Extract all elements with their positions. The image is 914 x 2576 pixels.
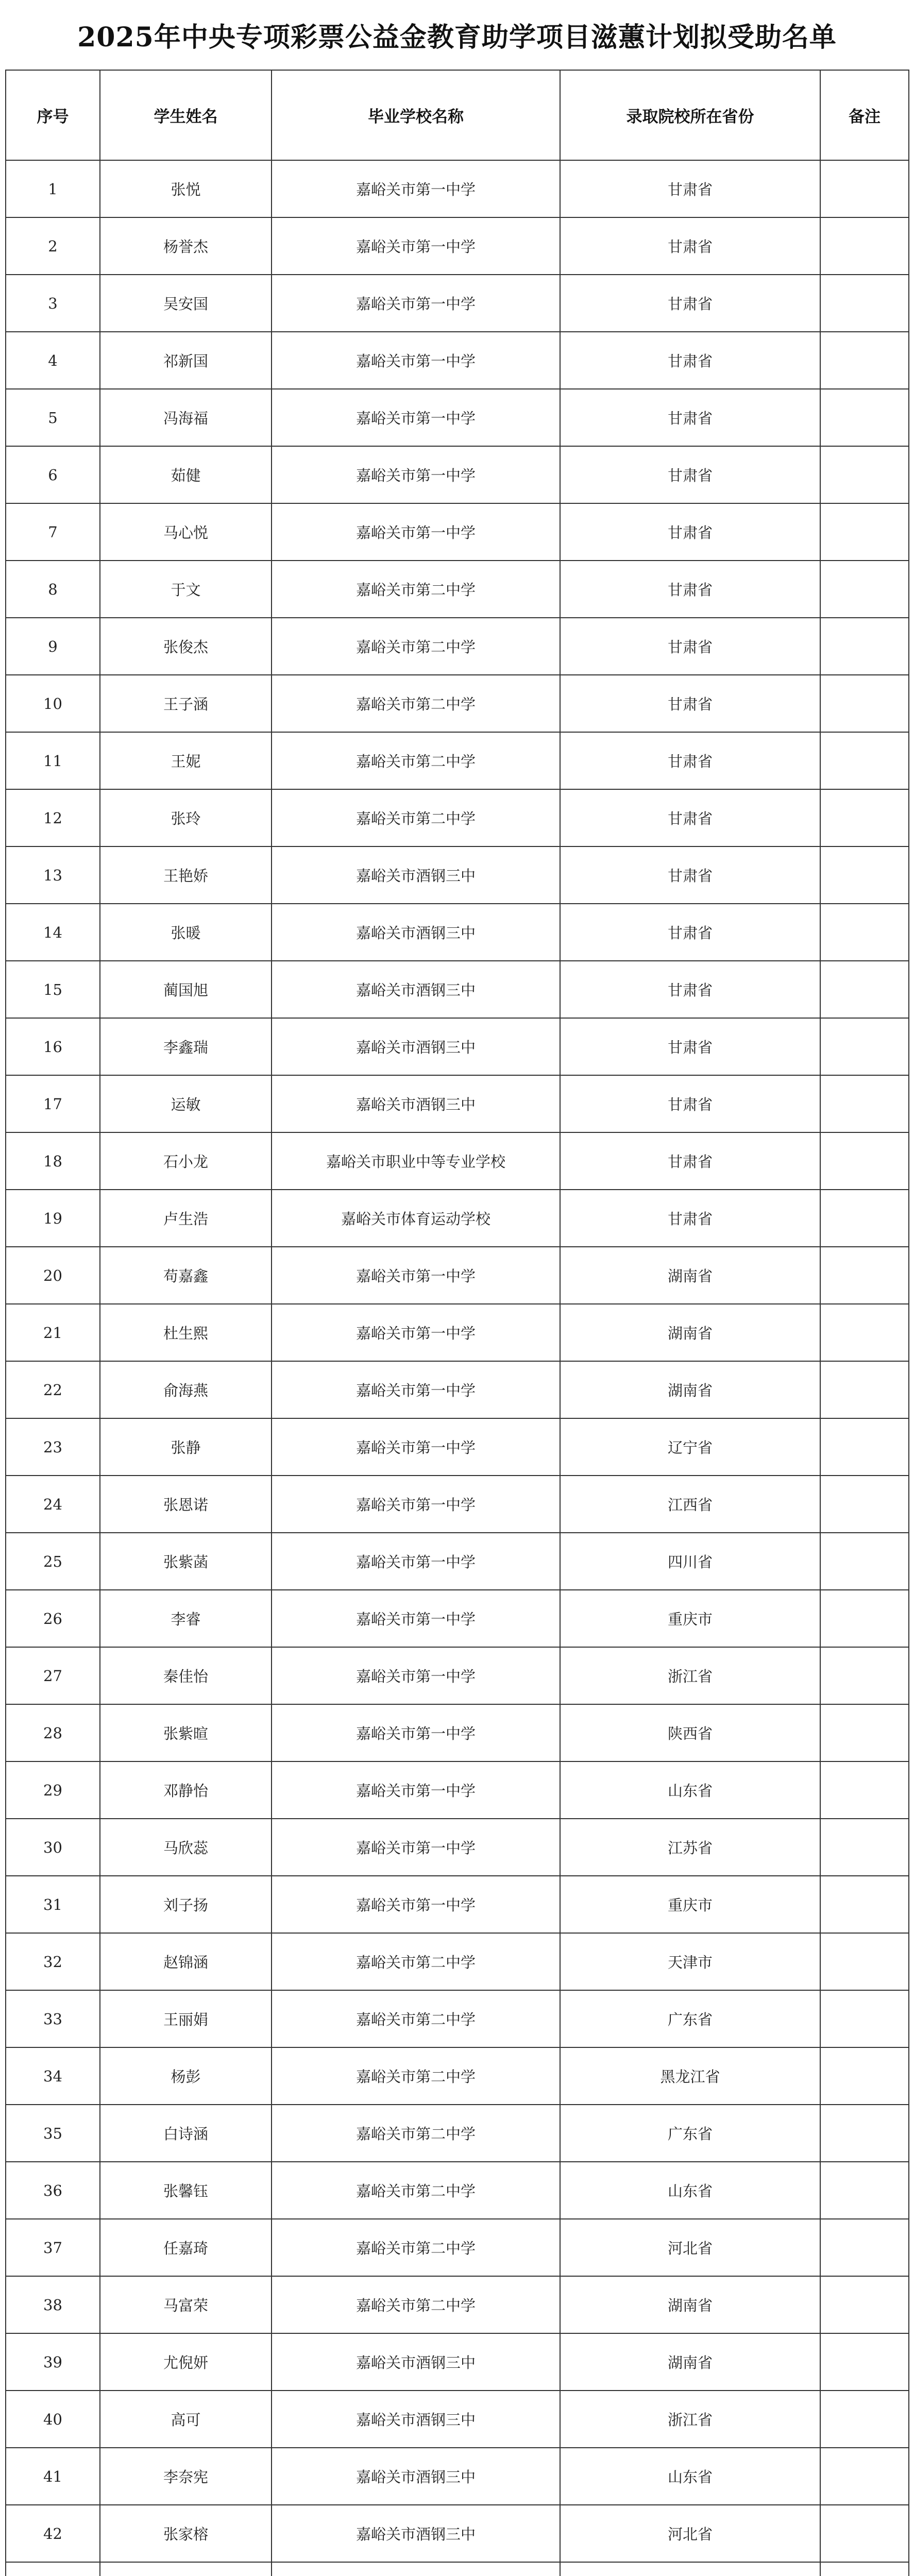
table-row <box>6 2562 909 2576</box>
cell-school: 嘉峪关市酒钢三中 <box>272 1018 560 1075</box>
cell-seq: 34 <box>6 2047 100 2105</box>
cell-note <box>820 1761 909 1819</box>
table-row <box>6 961 909 1018</box>
cell-province: 甘肃省 <box>560 332 820 389</box>
cell-student-name: 白诗涵 <box>100 2105 272 2162</box>
cell-seq: 20 <box>6 1247 100 1304</box>
cell-school: 嘉峪关市酒钢三中 <box>272 904 560 961</box>
cell-school: 嘉峪关市第一中学 <box>272 1533 560 1590</box>
cell-school: 嘉峪关市酒钢三中 <box>272 2448 560 2505</box>
cell-school: 嘉峪关市酒钢三中 <box>272 846 560 904</box>
table-row <box>6 1190 909 1247</box>
cell-note <box>820 732 909 789</box>
cell-student-name: 卢生浩 <box>100 1190 272 1247</box>
cell-seq: 10 <box>6 675 100 732</box>
cell-seq: 40 <box>6 2391 100 2448</box>
cell-note <box>820 1418 909 1476</box>
cell-note <box>820 675 909 732</box>
cell-note <box>820 2505 909 2562</box>
cell-note <box>820 2162 909 2219</box>
table-row <box>6 275 909 332</box>
cell-province: 广东省 <box>560 1990 820 2047</box>
cell-province: 河北省 <box>560 2505 820 2562</box>
cell-province: 江西省 <box>560 1476 820 1533</box>
cell-note <box>820 561 909 618</box>
cell-note <box>820 2333 909 2391</box>
cell-note <box>820 2562 909 2576</box>
cell-student-name: 石小龙 <box>100 1132 272 1190</box>
cell-note <box>820 1819 909 1876</box>
cell-seq: 9 <box>6 618 100 675</box>
cell-student-name: 张暖 <box>100 904 272 961</box>
cell-school: 嘉峪关市第二中学 <box>272 1990 560 2047</box>
table-row <box>6 2162 909 2219</box>
cell-seq: 3 <box>6 275 100 332</box>
cell-note <box>820 1190 909 1247</box>
cell-seq: 30 <box>6 1819 100 1876</box>
cell-seq: 12 <box>6 789 100 846</box>
cell-note <box>820 1704 909 1761</box>
cell-note <box>820 1647 909 1704</box>
cell-province: 甘肃省 <box>560 732 820 789</box>
cell-school: 嘉峪关市第二中学 <box>272 2276 560 2333</box>
cell-province: 湖南省 <box>560 2276 820 2333</box>
table-row <box>6 1247 909 1304</box>
cell-note <box>820 789 909 846</box>
cell-school: 嘉峪关市第一中学 <box>272 1247 560 1304</box>
cell-province: 甘肃省 <box>560 1190 820 1247</box>
cell-province: 河北省 <box>560 2219 820 2276</box>
cell-note <box>820 1933 909 1990</box>
cell-province: 甘肃省 <box>560 446 820 503</box>
cell-school: 嘉峪关市第二中学 <box>272 732 560 789</box>
cell-province <box>560 2562 820 2576</box>
cell-province: 甘肃省 <box>560 1018 820 1075</box>
cell-note <box>820 446 909 503</box>
cell-note <box>820 2105 909 2162</box>
header-province: 录取院校所在省份 <box>560 70 820 160</box>
cell-seq: 17 <box>6 1075 100 1132</box>
cell-student-name: 吴安国 <box>100 275 272 332</box>
cell-province: 甘肃省 <box>560 846 820 904</box>
cell-note <box>820 846 909 904</box>
cell-province: 甘肃省 <box>560 618 820 675</box>
cell-seq: 27 <box>6 1647 100 1704</box>
header-school: 毕业学校名称 <box>272 70 560 160</box>
cell-school: 嘉峪关市体育运动学校 <box>272 1190 560 1247</box>
cell-student-name: 茹健 <box>100 446 272 503</box>
cell-province: 甘肃省 <box>560 1132 820 1190</box>
cell-seq: 32 <box>6 1933 100 1990</box>
cell-student-name: 俞海燕 <box>100 1361 272 1418</box>
cell-student-name: 张恩诺 <box>100 1476 272 1533</box>
cell-seq: 11 <box>6 732 100 789</box>
cell-student-name: 李睿 <box>100 1590 272 1647</box>
cell-seq: 29 <box>6 1761 100 1819</box>
cell-seq: 5 <box>6 389 100 446</box>
cell-province: 山东省 <box>560 2448 820 2505</box>
cell-student-name: 张玲 <box>100 789 272 846</box>
cell-province: 重庆市 <box>560 1876 820 1933</box>
cell-province: 甘肃省 <box>560 789 820 846</box>
cell-school: 嘉峪关市第二中学 <box>272 2047 560 2105</box>
cell-seq: 15 <box>6 961 100 1018</box>
cell-note <box>820 160 909 217</box>
cell-note <box>820 961 909 1018</box>
cell-school: 嘉峪关市第一中学 <box>272 503 560 561</box>
page-title: 2025年中央专项彩票公益金教育助学项目滋蕙计划拟受助名单 <box>77 22 837 53</box>
cell-seq: 13 <box>6 846 100 904</box>
table-row <box>6 2276 909 2333</box>
cell-province: 甘肃省 <box>560 961 820 1018</box>
cell-note <box>820 503 909 561</box>
cell-note <box>820 2276 909 2333</box>
table-row <box>6 2105 909 2162</box>
cell-school: 嘉峪关市第一中学 <box>272 389 560 446</box>
table-row <box>6 618 909 675</box>
cell-note <box>820 275 909 332</box>
cell-note <box>820 1590 909 1647</box>
cell-seq: 16 <box>6 1018 100 1075</box>
cell-province: 甘肃省 <box>560 275 820 332</box>
cell-student-name: 蔺国旭 <box>100 961 272 1018</box>
cell-note <box>820 1304 909 1361</box>
cell-student-name: 赵锦涵 <box>100 1933 272 1990</box>
table-row <box>6 1990 909 2047</box>
cell-note <box>820 1247 909 1304</box>
cell-province: 湖南省 <box>560 1361 820 1418</box>
table-row <box>6 332 909 389</box>
table-row <box>6 1132 909 1190</box>
cell-note <box>820 389 909 446</box>
cell-province: 浙江省 <box>560 2391 820 2448</box>
cell-seq: 36 <box>6 2162 100 2219</box>
cell-student-name: 李奈宪 <box>100 2448 272 2505</box>
cell-school: 嘉峪关市第一中学 <box>272 1361 560 1418</box>
table-row <box>6 1647 909 1704</box>
cell-school: 嘉峪关市第二中学 <box>272 2105 560 2162</box>
cell-note <box>820 618 909 675</box>
cell-seq: 33 <box>6 1990 100 2047</box>
cell-province: 湖南省 <box>560 2333 820 2391</box>
cell-seq: 28 <box>6 1704 100 1761</box>
cell-student-name: 秦佳怡 <box>100 1647 272 1704</box>
cell-school: 嘉峪关市第二中学 <box>272 2162 560 2219</box>
header-student-name: 学生姓名 <box>100 70 272 160</box>
cell-seq: 21 <box>6 1304 100 1361</box>
cell-note <box>820 1990 909 2047</box>
cell-student-name: 张静 <box>100 1418 272 1476</box>
cell-seq <box>6 2562 100 2576</box>
table-row <box>6 2333 909 2391</box>
cell-province: 浙江省 <box>560 1647 820 1704</box>
cell-province: 甘肃省 <box>560 1075 820 1132</box>
cell-student-name: 祁新国 <box>100 332 272 389</box>
table-row <box>6 1933 909 1990</box>
cell-seq: 41 <box>6 2448 100 2505</box>
cell-student-name: 王子涵 <box>100 675 272 732</box>
cell-province: 湖南省 <box>560 1304 820 1361</box>
table-body <box>6 160 909 2576</box>
cell-seq: 31 <box>6 1876 100 1933</box>
cell-note <box>820 1018 909 1075</box>
table-row <box>6 1476 909 1533</box>
cell-province: 甘肃省 <box>560 217 820 275</box>
cell-province: 甘肃省 <box>560 904 820 961</box>
cell-school: 嘉峪关市第一中学 <box>272 275 560 332</box>
cell-note <box>820 1361 909 1418</box>
cell-school: 嘉峪关市第二中学 <box>272 561 560 618</box>
cell-school: 嘉峪关市第一中学 <box>272 1590 560 1647</box>
cell-student-name: 张悦 <box>100 160 272 217</box>
cell-school: 嘉峪关市酒钢三中 <box>272 2391 560 2448</box>
cell-seq: 42 <box>6 2505 100 2562</box>
cell-province: 甘肃省 <box>560 503 820 561</box>
cell-student-name: 王艳娇 <box>100 846 272 904</box>
cell-province: 辽宁省 <box>560 1418 820 1476</box>
cell-school: 嘉峪关市第二中学 <box>272 2219 560 2276</box>
table-row <box>6 1361 909 1418</box>
table-row <box>6 2047 909 2105</box>
table-row <box>6 217 909 275</box>
table-row <box>6 1533 909 1590</box>
cell-school: 嘉峪关市第一中学 <box>272 1819 560 1876</box>
cell-seq: 35 <box>6 2105 100 2162</box>
cell-seq: 26 <box>6 1590 100 1647</box>
cell-school: 嘉峪关市职业中等专业学校 <box>272 1132 560 1190</box>
table-row <box>6 1075 909 1132</box>
cell-note <box>820 904 909 961</box>
cell-school: 嘉峪关市第一中学 <box>272 1704 560 1761</box>
cell-student-name: 苟嘉鑫 <box>100 1247 272 1304</box>
table-row <box>6 1018 909 1075</box>
cell-seq: 6 <box>6 446 100 503</box>
cell-note <box>820 217 909 275</box>
cell-province: 四川省 <box>560 1533 820 1590</box>
cell-student-name: 任嘉琦 <box>100 2219 272 2276</box>
table-row <box>6 1590 909 1647</box>
table-row <box>6 1876 909 1933</box>
cell-student-name: 张俊杰 <box>100 618 272 675</box>
cell-student-name: 张馨钰 <box>100 2162 272 2219</box>
cell-school: 嘉峪关市第一中学 <box>272 1418 560 1476</box>
cell-note <box>820 1476 909 1533</box>
cell-school: 嘉峪关市第二中学 <box>272 1933 560 1990</box>
table-row <box>6 732 909 789</box>
cell-seq: 23 <box>6 1418 100 1476</box>
cell-note <box>820 1533 909 1590</box>
cell-seq: 4 <box>6 332 100 389</box>
table-row <box>6 1304 909 1361</box>
table-row <box>6 846 909 904</box>
cell-student-name: 冯海福 <box>100 389 272 446</box>
cell-student-name: 张家榕 <box>100 2505 272 2562</box>
cell-school: 嘉峪关市第二中学 <box>272 789 560 846</box>
cell-student-name: 马心悦 <box>100 503 272 561</box>
cell-seq: 39 <box>6 2333 100 2391</box>
cell-seq: 1 <box>6 160 100 217</box>
cell-school: 嘉峪关市第二中学 <box>272 618 560 675</box>
cell-seq: 19 <box>6 1190 100 1247</box>
table-row <box>6 389 909 446</box>
cell-school: 嘉峪关市酒钢三中 <box>272 1075 560 1132</box>
cell-school <box>272 2562 560 2576</box>
cell-province: 甘肃省 <box>560 561 820 618</box>
cell-student-name: 杨彭 <box>100 2047 272 2105</box>
header-note: 备注 <box>820 70 909 160</box>
cell-student-name: 王丽娟 <box>100 1990 272 2047</box>
cell-student-name <box>100 2562 272 2576</box>
cell-student-name: 刘子扬 <box>100 1876 272 1933</box>
table-row <box>6 789 909 846</box>
cell-school: 嘉峪关市第二中学 <box>272 675 560 732</box>
cell-student-name: 张紫菡 <box>100 1533 272 1590</box>
cell-student-name: 杜生熙 <box>100 1304 272 1361</box>
cell-province: 山东省 <box>560 2162 820 2219</box>
cell-school: 嘉峪关市第一中学 <box>272 160 560 217</box>
table-row <box>6 1704 909 1761</box>
cell-school: 嘉峪关市第一中学 <box>272 1761 560 1819</box>
table-row <box>6 1819 909 1876</box>
cell-school: 嘉峪关市第一中学 <box>272 1476 560 1533</box>
table-row <box>6 160 909 217</box>
cell-note <box>820 332 909 389</box>
cell-student-name: 张紫暄 <box>100 1704 272 1761</box>
cell-province: 甘肃省 <box>560 389 820 446</box>
cell-province: 甘肃省 <box>560 160 820 217</box>
table-row <box>6 1418 909 1476</box>
cell-student-name: 邓静怡 <box>100 1761 272 1819</box>
cell-student-name: 马富荣 <box>100 2276 272 2333</box>
cell-school: 嘉峪关市第一中学 <box>272 1304 560 1361</box>
table-header-row <box>6 70 909 160</box>
cell-student-name: 马欣蕊 <box>100 1819 272 1876</box>
cell-province: 广东省 <box>560 2105 820 2162</box>
table-row <box>6 1761 909 1819</box>
cell-student-name: 杨誉杰 <box>100 217 272 275</box>
cell-province: 江苏省 <box>560 1819 820 1876</box>
cell-seq: 2 <box>6 217 100 275</box>
cell-note <box>820 1075 909 1132</box>
table-row <box>6 446 909 503</box>
cell-province: 甘肃省 <box>560 675 820 732</box>
cell-student-name: 尤倪妍 <box>100 2333 272 2391</box>
cell-seq: 14 <box>6 904 100 961</box>
table-row <box>6 2505 909 2562</box>
cell-seq: 38 <box>6 2276 100 2333</box>
cell-student-name: 高可 <box>100 2391 272 2448</box>
cell-note <box>820 2047 909 2105</box>
table-row <box>6 2448 909 2505</box>
cell-seq: 25 <box>6 1533 100 1590</box>
cell-student-name: 运敏 <box>100 1075 272 1132</box>
cell-school: 嘉峪关市第一中学 <box>272 217 560 275</box>
cell-school: 嘉峪关市第一中学 <box>272 1647 560 1704</box>
table-row <box>6 2391 909 2448</box>
cell-province: 湖南省 <box>560 1247 820 1304</box>
cell-school: 嘉峪关市第一中学 <box>272 446 560 503</box>
cell-school: 嘉峪关市第一中学 <box>272 1876 560 1933</box>
table-row <box>6 561 909 618</box>
cell-seq: 22 <box>6 1361 100 1418</box>
cell-note <box>820 2448 909 2505</box>
cell-note <box>820 1876 909 1933</box>
cell-student-name: 李鑫瑞 <box>100 1018 272 1075</box>
cell-school: 嘉峪关市酒钢三中 <box>272 961 560 1018</box>
cell-seq: 8 <box>6 561 100 618</box>
header-seq: 序号 <box>6 70 100 160</box>
cell-note <box>820 2391 909 2448</box>
cell-note <box>820 1132 909 1190</box>
cell-school: 嘉峪关市酒钢三中 <box>272 2333 560 2391</box>
cell-province: 陕西省 <box>560 1704 820 1761</box>
cell-seq: 7 <box>6 503 100 561</box>
cell-school: 嘉峪关市酒钢三中 <box>272 2505 560 2562</box>
cell-note <box>820 2219 909 2276</box>
cell-seq: 37 <box>6 2219 100 2276</box>
table-row <box>6 503 909 561</box>
cell-student-name: 于文 <box>100 561 272 618</box>
cell-province: 山东省 <box>560 1761 820 1819</box>
cell-province: 重庆市 <box>560 1590 820 1647</box>
table-row <box>6 675 909 732</box>
cell-seq: 18 <box>6 1132 100 1190</box>
cell-seq: 24 <box>6 1476 100 1533</box>
recipient-table <box>5 70 909 2576</box>
cell-student-name: 王妮 <box>100 732 272 789</box>
table-row <box>6 904 909 961</box>
cell-province: 黑龙江省 <box>560 2047 820 2105</box>
cell-province: 天津市 <box>560 1933 820 1990</box>
cell-school: 嘉峪关市第一中学 <box>272 332 560 389</box>
table-row <box>6 2219 909 2276</box>
